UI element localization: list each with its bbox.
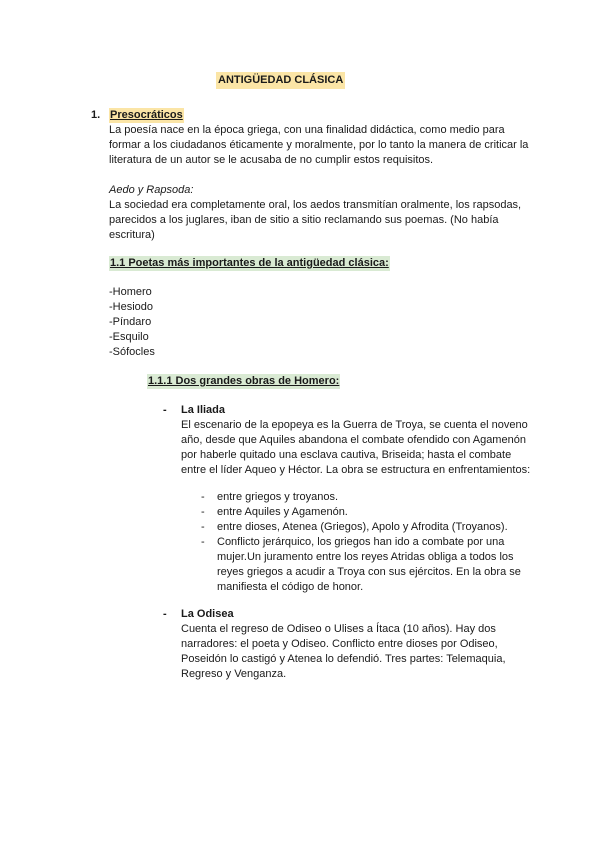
list-item: -Homero bbox=[109, 286, 152, 298]
work-title-odisea: La Odisea bbox=[181, 608, 234, 620]
list-item-text: entre Aquiles y Agamenón. bbox=[217, 506, 348, 518]
list-item bbox=[201, 505, 531, 520]
document-title: ANTIGÜEDAD CLÁSICA bbox=[216, 72, 345, 89]
list-dash-marker: - bbox=[163, 608, 167, 620]
section-heading-obras-homero: 1.1.1 Dos grandes obras de Homero: bbox=[148, 375, 340, 387]
work-text-odisea: Cuenta el regreso de Odiseo o Ulises a Ítaca (10 años). Hay dos narradores: el poeta y Odiseo. Conflicto entre dioses por Odiseo, Poseidón lo castigó y Atenea lo defendió. Tres partes: Telemaquia, Regreso y Venganza. bbox=[181, 623, 506, 680]
list-dash-marker: - bbox=[201, 506, 205, 518]
work-text-iliada: El escenario de la epopeya es la Guerra de Troya, se cuenta el noveno año, desde que Aquiles abandona el combate ofendido con Agamenón por haberle quitado una esclava cautiva, Briseida; hasta el combate entre el líder Aqueo y Héctor. La obra se estructura en enfrentamientos: bbox=[181, 419, 531, 476]
section-heading-poetas: 1.1 Poetas más importantes de la antigüedad clásica: bbox=[110, 257, 389, 269]
aedo-rapsoda-paragraph: La sociedad era completamente oral, los aedos transmitían oralmente, los rapsodas, parecidos a los juglares, iban de sitio a sitio reclamando sus poemas. (No había escritura) bbox=[109, 199, 522, 241]
iliada-conflicts-list bbox=[201, 490, 531, 595]
list-item: -Píndaro bbox=[109, 316, 152, 328]
subheading-aedo-rapsoda: Aedo y Rapsoda: bbox=[109, 184, 194, 196]
list-dash-marker: - bbox=[163, 404, 167, 416]
list-item-text: entre dioses, Atenea (Griegos), Apolo y Afrodita (Troyanos). bbox=[217, 521, 508, 533]
list-item bbox=[201, 490, 531, 505]
list-item: -Hesiodo bbox=[109, 301, 154, 313]
list-dash-marker: - bbox=[201, 536, 205, 548]
list-dash-marker: - bbox=[201, 491, 205, 503]
list-item-text: entre griegos y troyanos. bbox=[217, 491, 339, 503]
list-item: -Sófocles bbox=[109, 346, 155, 358]
section-intro-paragraph: La poesía nace en la época griega, con una finalidad didáctica, como medio para formar a los ciudadanos éticamente y moralmente, por lo tanto la manera de criticar la literatura de un autor se le acusaba de no cumplir estos requisitos. bbox=[109, 124, 529, 166]
list-item: -Esquilo bbox=[109, 331, 149, 343]
list-item-text: Conflicto jerárquico, los griegos han ido a combate por una mujer.Un juramento entre los reyes Atridas obliga a todos los reyes griegos a acudir a Troya con sus ejércitos. En la obra se manifiesta el código de honor. bbox=[217, 536, 521, 593]
work-title-iliada: La Iliada bbox=[181, 404, 226, 416]
poets-list bbox=[109, 285, 155, 360]
section-number: 1. bbox=[91, 109, 101, 121]
list-item bbox=[201, 520, 531, 535]
list-item bbox=[201, 535, 531, 595]
list-dash-marker: - bbox=[201, 521, 205, 533]
section-heading-presocraticos: Presocráticos bbox=[110, 109, 183, 121]
